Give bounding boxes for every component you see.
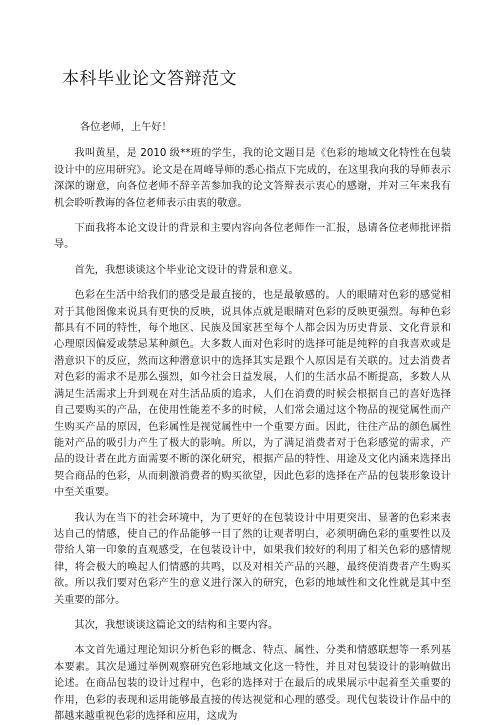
paragraph-color-perception: 色彩在生活中给我们的感受是最直接的，也是最敏感的。人的眼睛对色彩的感觉相对于其他图像来说具有更快的反映，说具体点就是眼睛对色彩的反映更强烈。每种色彩都具有不同的特性，每个地区、民族及国家甚至每个人都会因为历史背景、文化背景和心理原因偏爱或禁忌某种颜色。大多数人面对色彩时的选择可能是纯粹的自我喜欢或是潜意识下的反应，然而这种潜意识中的选择其实是跟个人原因是有关联的。过去消费者对色彩的需求不是那么强烈，如今社会日益发展，人们的生活水品不断提高，多数人从满足生活需求上升到观在对生活品质的追求，人们在消费的时候会根据自己的喜好选择自己要购买的产品，在使用性能差不多的时候，人们常会通过这个物品的视觉属性而产生购买产品的原因，色彩属性是视觉属性中一个重要方面。因此，往往产品的颜色属性能对产品的吸引力产生了极大的影响。所以，为了满足消费者对于色彩感觉的需求，产品的设计者在此方面需要不断的深化研究，根据产品的特性、用途及文化内涵来选择出契合商品的色彩，从而刺激消费者的购买欲望，因此色彩的选择在产品的包装形象设计中至关重要。 <box>54 290 451 499</box>
paragraph-social-context: 我认为在当下的社会环境中，为了更好的在包装设计中用更突出、显著的色彩来表达自己的情感，使自己的作品能够一目了然的让观者明白，必须明确色彩的重要性以及带给人第一印象的直观感受，在包装设计中，如果我们较好的利用了相关色彩的感情规律，将会极大的唤起人们情感的共鸣，以及对相关产品的兴趣，最终使消费者产生购买欲。所以我们要对色彩产生的意义进行深入的研究，色彩的地域性和文化性就是其中至关重要的部分。 <box>54 512 451 606</box>
document-title: 本科毕业论文答辩范文 <box>62 69 237 89</box>
paragraph-structure-heading: 其次，我想谈谈这篇论文的结构和主要内容。 <box>74 619 279 631</box>
greeting-paragraph: 各位老师，上午好！ <box>80 122 172 133</box>
paragraph-introduction: 我叫黄星，是 2010 级**班的学生，我的论文题目是《色彩的地域文化特性在包装设计中的应用研究》。论文是在周峰导师的悉心指点下完成的，在这里我向我的导师表示深深的谢意，向各位老师不辞辛苦参加我的论文答辩表示衷心的感谢，并对三年来我有机会聆听教诲的各位老师表示由衷的敬意。 <box>54 148 451 209</box>
paragraph-report-request: 下面我将本论文设计的背景和主要内容向各位老师作一汇报，恳请各位老师批评指导。 <box>54 223 451 251</box>
paragraph-background-heading: 首先，我想谈谈这个毕业论文设计的背景和意义。 <box>74 264 299 276</box>
paragraph-structure-content: 本文首先通过理论知识分析色彩的概念、特点、属性、分类和情感联想等一系列基本要素。其次是通过举例观察研究色彩地域文化这一特性，并且对包装设计的影响做出论述。在商品包装的设计过程中，色彩的选择对于在最后的成果展示中起着至关重要的作用，色彩的表现和运用能够最直接的传达视觉和心理的感受。现代包装设计作品中的都越来越重视色彩的选择和应用，这成为 <box>54 645 451 722</box>
